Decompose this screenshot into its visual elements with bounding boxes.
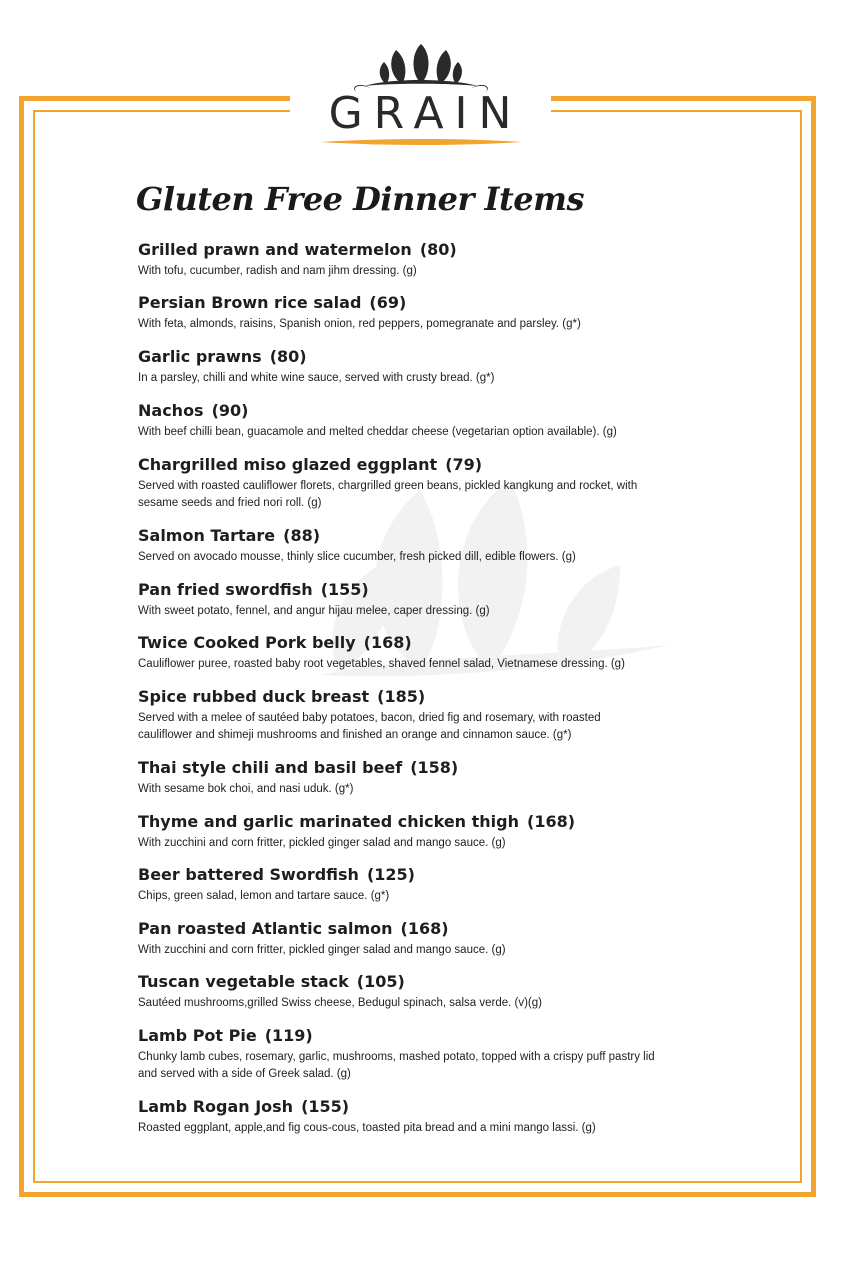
menu-item-price: (155) [301,1097,350,1116]
menu-item-description: Roasted eggplant, apple,and fig cous-cous, toasted pita bread and a mini mango lassi. (g) [138,1122,596,1134]
menu-item-price: (105) [356,972,405,991]
menu-item [138,401,658,441]
menu-item-name: Thyme and garlic marinated chicken thigh (168) [138,812,576,831]
menu-item [138,812,658,852]
menu-item-price: (185) [377,687,426,706]
menu-item-description: With sesame bok choi, and nasi uduk. (g*) [138,783,354,795]
menu-item [138,526,658,566]
menu-item-description: Served with roasted cauliflower florets, chargrilled green beans, pickled kangkung and rocket, with sesame seeds and fried nori roll. (g) [138,480,638,509]
menu-item [138,758,658,798]
menu-item [138,687,658,744]
menu-item-description: Cauliflower puree, roasted baby root vegetables, shaved fennel salad, Vietnamese dressing. (g) [138,658,625,670]
menu-item [138,865,658,905]
menu-item-description: With zucchini and corn fritter, pickled ginger salad and mango sauce. (g) [138,944,506,956]
menu-item [138,972,658,1012]
menu-item-description: With zucchini and corn fritter, pickled ginger salad and mango sauce. (g) [138,837,506,849]
menu-item [138,455,658,512]
menu-item-name: Grilled prawn and watermelon (80) [138,240,457,259]
menu-item-name: Garlic prawns (80) [138,347,307,366]
menu-item [138,293,658,333]
menu-item-price: (90) [211,401,249,420]
menu-item-description: With beef chilli bean, guacamole and melted cheddar cheese (vegetarian option available). (g) [138,426,617,438]
brand-wordmark: GRAIN [328,88,523,139]
menu-item-description: Sautéed mushrooms,grilled Swiss cheese, Bedugul spinach, salsa verde. (v)(g) [138,997,542,1009]
menu-item-name: Tuscan vegetable stack (105) [138,972,405,991]
menu-title: Gluten Free Dinner Items [136,180,584,218]
menu-item-name: Twice Cooked Pork belly (168) [138,633,412,652]
menu-item-name: Pan roasted Atlantic salmon (168) [138,919,449,938]
menu-item [138,580,658,620]
menu-item [138,240,658,280]
menu-item-name: Salmon Tartare (88) [138,526,321,545]
menu-item [138,919,658,959]
menu-item-price: (79) [445,455,483,474]
logo-underline [290,38,551,150]
menu-item-name: Pan fried swordfish (155) [138,580,369,599]
menu-item-description: With sweet potato, fennel, and angur hijau melee, caper dressing. (g) [138,605,490,617]
menu-item-description: Chips, green salad, lemon and tartare sauce. (g*) [138,890,390,902]
menu-item-name: Thai style chili and basil beef (158) [138,758,459,777]
brand-logo [290,38,551,150]
menu-item-price: (88) [283,526,321,545]
menu-item [138,633,658,673]
menu-item-name: Lamb Rogan Josh (155) [138,1097,350,1116]
menu-item [138,1026,658,1083]
menu-item-price: (80) [419,240,457,259]
menu-item-price: (155) [320,580,369,599]
menu-item-name: Persian Brown rice salad (69) [138,293,407,312]
menu-item-price: (168) [363,633,412,652]
menu-item [138,347,658,387]
menu-item-name: Beer battered Swordfish (125) [138,865,415,884]
menu-item-description: Served with a melee of sautéed baby potatoes, bacon, dried fig and rosemary, with roasted cauliflower and shimeji mushrooms and finished an orange and cinnamon sauce. (g*) [138,712,601,741]
menu-item-name: Nachos (90) [138,401,249,420]
menu-item-price: (69) [369,293,407,312]
menu-item-description: Served on avocado mousse, thinly slice cucumber, fresh picked dill, edible flowers. (g) [138,551,576,563]
menu-item-price: (125) [366,865,415,884]
menu-item-name: Chargrilled miso glazed eggplant (79) [138,455,483,474]
menu-item-price: (80) [269,347,307,366]
menu-item-description: In a parsley, chilli and white wine sauce, served with crusty bread. (g*) [138,372,495,384]
menu-item-description: With feta, almonds, raisins, Spanish onion, red peppers, pomegranate and parsley. (g*) [138,318,581,330]
menu-item [138,1097,658,1137]
menu-item-price: (168) [400,919,449,938]
menu-item-name: Lamb Pot Pie (119) [138,1026,313,1045]
menu-item-price: (119) [264,1026,313,1045]
menu-item-price: (158) [410,758,459,777]
menu-item-name: Spice rubbed duck breast (185) [138,687,426,706]
menu-item-price: (168) [527,812,576,831]
menu-item-description: With tofu, cucumber, radish and nam jihm dressing. (g) [138,265,417,277]
menu-item-description: Chunky lamb cubes, rosemary, garlic, mushrooms, mashed potato, topped with a crispy puff pastry lid and served with a side of Greek salad. (g) [138,1051,655,1080]
